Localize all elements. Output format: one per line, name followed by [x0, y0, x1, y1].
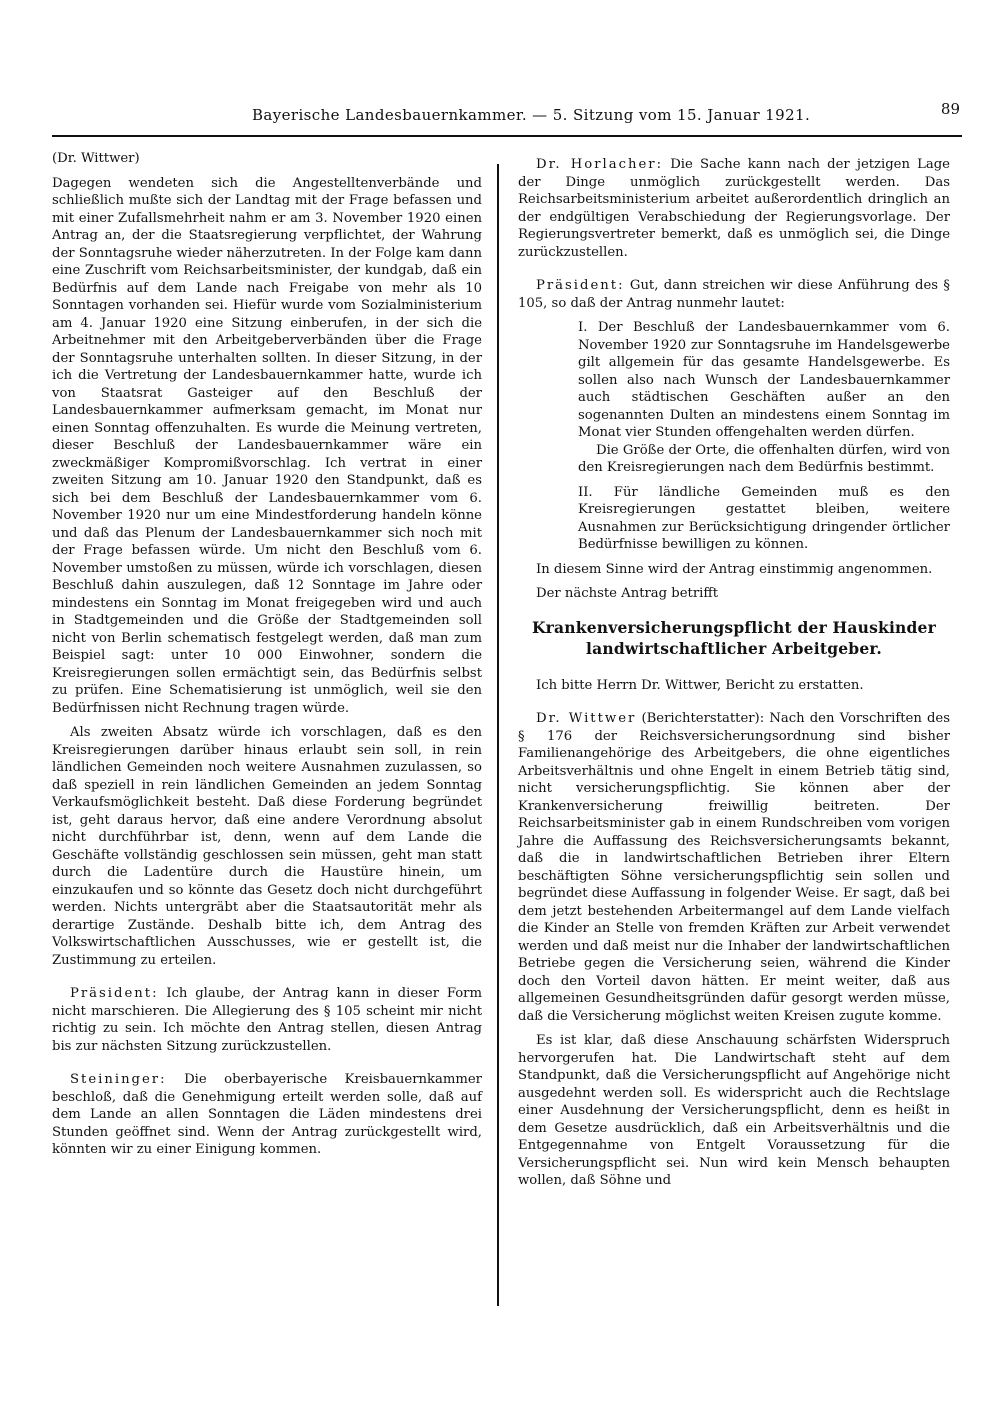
- section-heading-line: Krankenversicherungspflicht der Hauskinder: [532, 617, 936, 637]
- paragraph: In diesem Sinne wird der Antrag einstimmig angenommen.: [536, 561, 933, 577]
- left-column: [52, 150, 482, 1159]
- section-heading-line: landwirtschaftlicher Arbeitgeber.: [586, 638, 882, 658]
- paragraph: Dagegen wendeten sich die Angestelltenverbände und schließlich mußte sich der Landtag mit der Frage befassen und mit einer Zufallsmehrheit nahm er am 3. November 1920 einen Antrag an, der die Staatsregierung verpflichtet, der Wahrung der Sonntagsruhe wieder näherzutreten. In der Folge kam dann eine Zuschrift vom Reichsarbeitsminister, der kundgab, daß ein Bedürfnis auf dem Lande nach Freigabe von mehr als 10 Sonntagen vorhanden sei. Hiefür wurde vom Sozialministerium am 4. Januar 1920 eine Sitzung einberufen, in der sich die Arbeitnehmer mit den Arbeitgeberverbänden über die Frage der Sonntagsruhe unterhalten sollten. In dieser Sitzung, in der ich die Vertretung der Landesbauernkammer hatte, wurde ich von Staatsrat Gasteiger auf den Beschluß der Landesbauernkammer aufmerksam gemacht, im Monat nur einen Sonntag offenzuhalten. Es wurde die Meinung vertreten, dieser Beschluß der Landesbauernkammer wäre ein zweckmäßiger Kompromißvorschlag. Ich vertrat in einer zweiten Sitzung am 10. Januar 1920 den Standpunkt, daß es sich bei dem Beschluß der Landesbauernkammer vom 6. November 1920 nur um eine Mindestforderung handeln könne und daß das Plenum der Landesbauernkammer sich noch mit der Frage befassen würde. Um nicht den Beschluß vom 6. November umstoßen zu müssen, würde ich vorschlagen, diesen Beschluß dahin auszulegen, daß 12 Sonntage im Jahre oder mindestens ein Sonntag im Monat freigegeben wird und auch in Stadtgemeinden und die Größe der Stadtgemeinden soll nicht von Berlin schematisch festgelegt werden, daß man zum Beispiel sagt: unter 10 000 Einwohner, sondern die Kreisregierungen sollen ermächtigt sein, das Bedürfnis selbst zu prüfen. Eine Schematisierung ist unmöglich, weil sie den Bedürfnissen nicht Rechnung tragen würde.: [52, 175, 482, 716]
- paragraph: Es ist klar, daß diese Anschauung schärfsten Widerspruch hervorgerufen hat. Die Landwirtschaft steht auf dem Standpunkt, daß die Versicherungspflicht auf Angehörige nicht ausgedehnt werden soll. Es widerspricht auch die Rechtslage einer Ausdehnung der Versicherungspflicht, denn es heißt in dem Gesetze ausdrücklich, daß ein Arbeitsverhältnis und die Entgegennahme von Entgelt Voraussetzung für die Versicherungspflicht sei. Nun wird kein Mensch behaupten wollen, daß Söhne und: [518, 1033, 950, 1188]
- motion-item-1: I. Der Beschluß der Landesbauernkammer vom 6. November 1920 zur Sonntagsruhe im Handelsgewerbe gilt allgemein für das gesamte Handelsgewerbe. Es sollen also nach Wunsch der Landesbauernkammer auch städtischen Geschäften außer an den sogenannten Dulten an mindestens einem Sonntag im Monat vier Stunden offengehalten werden dürfen.: [578, 320, 950, 440]
- paragraph: [518, 710, 950, 1025]
- paragraph-text: Gut, dann streichen wir diese Anführung des § 105, so daß der Antrag nunmehr lautet:: [518, 278, 950, 311]
- paragraph: [518, 277, 950, 312]
- paragraph: [518, 156, 950, 261]
- header-title: Bayerische Landesbauernkammer. — 5. Sitzung vom 15. Januar 1921.: [252, 106, 811, 124]
- motion-item-2: II. Für ländliche Gemeinden muß es den Kreisregierungen gestattet bleiben, weitere Ausnahmen zur Berücksichtigung dringender örtlicher Bedürfnisse bewilligen zu können.: [578, 484, 950, 552]
- speaker-continuation-marker: (Dr. Wittwer): [52, 151, 140, 166]
- right-column: [518, 156, 950, 1190]
- paragraph-text: Die Sache kann nach der jetzigen Lage der Dinge unmöglich zurückgestellt werden. Das Reichsarbeitsministerium arbeitet außerordentlich dringlich an der endgültigen Verabschiedung der Regierungsvorlage. Der Regierungsvertreter bemerkt, daß es unmöglich sei, die Dinge zurückzustellen.: [518, 157, 950, 260]
- speaker-name: Präsident:: [70, 986, 159, 1001]
- column-divider: [497, 164, 499, 1306]
- section-heading: [518, 617, 950, 659]
- header-rule: [52, 135, 962, 137]
- speaker-name: Dr. Horlacher:: [536, 157, 664, 172]
- speaker-name: Dr. Wittwer: [536, 711, 637, 726]
- paragraph: Als zweiten Absatz würde ich vorschlagen, daß es den Kreisregierungen darüber hinaus erlaubt sein soll, in rein ländlichen Gemeinden noch weitere Ausnahmen zuzulassen, so daß speziell in rein ländlichen Gemeinden an jedem Sonntag Verkaufsmöglichkeit besteht. Daß diese Forderung begründet ist, geht daraus hervor, daß eine andere Verordnung absolut nicht durchführbar ist, denn, wenn auf dem Lande die Geschäfte vollständig geschlossen sein müssen, geht man statt durch die Ladentüre durch die Haustüre hinein, um einzukaufen und so könnte das Gesetz doch nicht durchgeführt werden. Nichts untergräbt aber die Staatsautorität mehr als derartige Zustände. Deshalb bitte ich, dem Antrag des Volkswirtschaftlichen Ausschusses, wie er gestellt ist, die Zustimmung zu erteilen.: [52, 725, 482, 968]
- speaker-name: Steininger:: [70, 1072, 167, 1087]
- speaker-name: Präsident:: [536, 278, 625, 293]
- paragraph-text: Nach den Vorschriften des § 176 der Reichsversicherungsordnung sind bisher Familienangehörige des Arbeitgebers, die ohne eigentliches Arbeitsverhältnis und ohne Engelt in einem Betrieb tätig sind, nicht versicherungspflichtig. Sie können aber der Krankenversicherung freiwillig beitreten. Der Reichsarbeitsminister gab in einem Rundschreiben vom vorigen Jahre die Auffassung des Reichsversicherungsamts bekannt, daß die in landwirtschaftlichen Betrieben ihrer Eltern beschäftigten Söhne versicherungspflichtig sein sollen und begründet diese Auffassung in folgender Weise. Er sagt, daß bei dem jetzt bestehenden Arbeitermangel auf dem Lande vielfach die Kinder an Stelle von fremden Kräften zur Arbeit verwendet werden und daß meist nur die Inhaber der landwirtschaftlichen Betriebe gegen die Versicherung seien, während die Kinder doch den Vorteil davon hätten. Er meint weiter, daß aus allgemeinen Gesundheitsgründen dafür gesorgt werden müsse, daß die Versicherung möglichst weiten Kreisen zugute komme.: [518, 711, 950, 1024]
- running-header: [52, 100, 962, 130]
- paragraph-text: Die oberbayerische Kreisbauernkammer beschloß, daß die Genehmigung erteilt werden solle, daß auf dem Lande an allen Sonntagen die Läden mindestens drei Stunden geöffnet sind. Wenn der Antrag zurückgestellt wird, könnten wir zu einer Einigung kommen.: [52, 1072, 482, 1157]
- paragraph: Ich bitte Herrn Dr. Wittwer, Bericht zu erstatten.: [536, 677, 864, 693]
- speaker-role: (Berichterstatter):: [641, 711, 765, 726]
- motion-item-1-continuation: Die Größe der Orte, die offenhalten dürfen, wird von den Kreisregierungen nach dem Bedürfnis bestimmt.: [578, 442, 950, 475]
- paragraph: Der nächste Antrag betrifft: [536, 586, 719, 601]
- paragraph: [52, 1071, 482, 1159]
- page-number: 89: [940, 100, 960, 118]
- paragraph-text: Ich glaube, der Antrag kann in dieser Form nicht marschieren. Die Allegierung des § 105 scheint mir nicht richtig zu sein. Ich möchte den Antrag stellen, diesen Antrag bis zur nächsten Sitzung zurückzustellen.: [52, 986, 482, 1054]
- paragraph: [52, 985, 482, 1055]
